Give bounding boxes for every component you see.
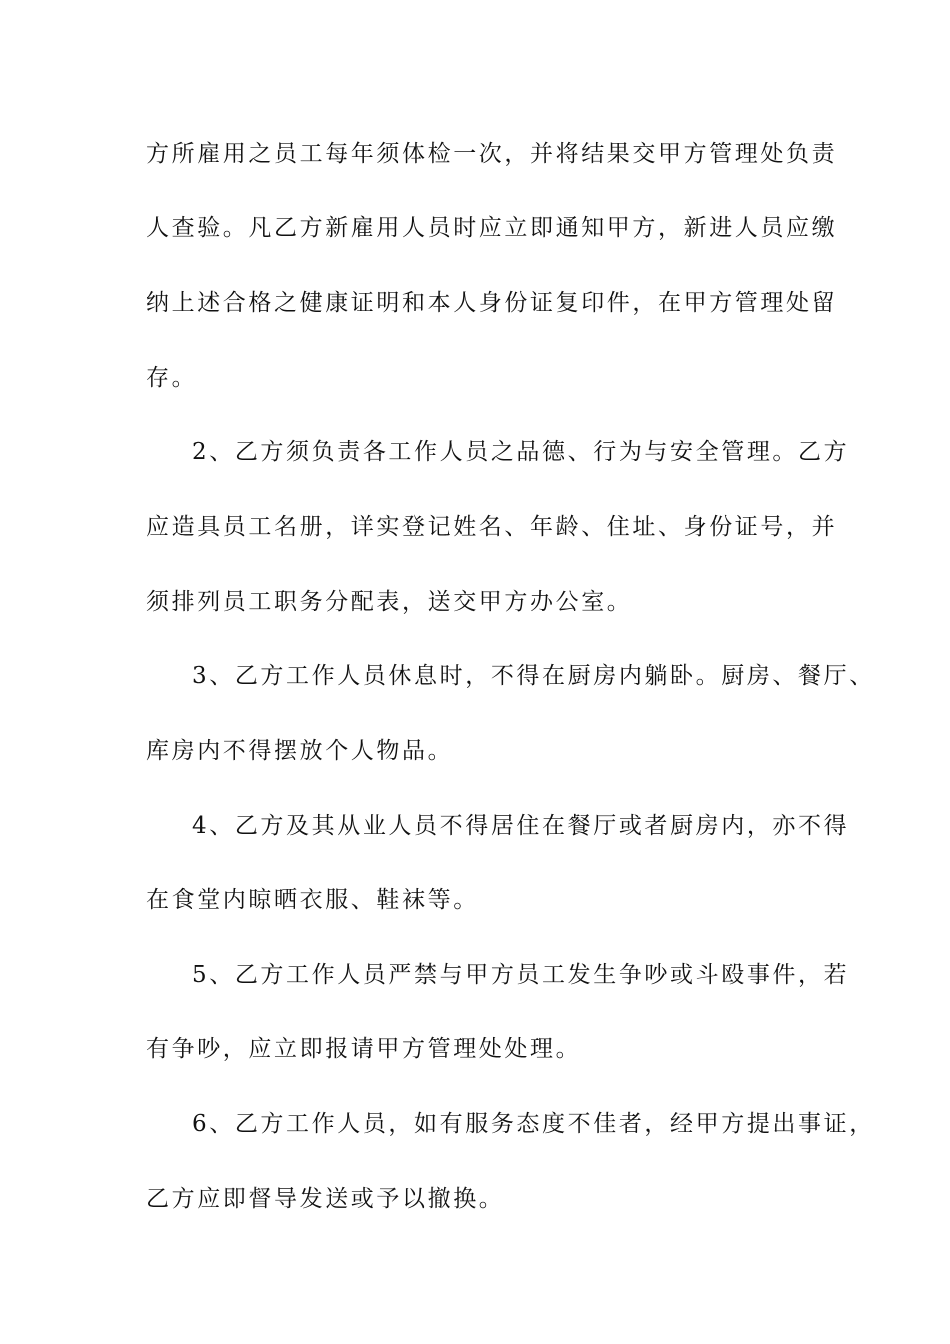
- paragraph-5-start: 5、乙方工作人员严禁与甲方员工发生争吵或斗殴事件，若: [192, 962, 850, 988]
- text-line: 方所雇用之员工每年须体检一次，并将结果交甲方管理处负责: [146, 141, 838, 167]
- text-line: 应造具员工名册，详实登记姓名、年龄、住址、身份证号，并: [146, 514, 838, 540]
- text-line: 纳上述合格之健康证明和本人身份证复印件，在甲方管理处留: [146, 290, 838, 316]
- text-line: 须排列员工职务分配表，送交甲方办公室。: [146, 589, 633, 615]
- text-line: 存。: [146, 365, 198, 391]
- paragraph-6-start: 6、乙方工作人员，如有服务态度不佳者，经甲方提出事证，: [192, 1111, 875, 1137]
- paragraph-4-start: 4、乙方及其从业人员不得居住在餐厅或者厨房内，亦不得: [192, 813, 850, 839]
- text-line: 人查验。凡乙方新雇用人员时应立即通知甲方，新进人员应缴: [146, 215, 838, 241]
- text-line: 在食堂内晾晒衣服、鞋袜等。: [146, 887, 479, 913]
- text-line: 有争吵，应立即报请甲方管理处处理。: [146, 1036, 582, 1062]
- text-line: 库房内不得摆放个人物品。: [146, 738, 454, 764]
- paragraph-2-start: 2、乙方须负责各工作人员之品德、行为与安全管理。乙方: [192, 439, 850, 465]
- text-line: 乙方应即督导发送或予以撤换。: [146, 1186, 505, 1212]
- paragraph-3-start: 3、乙方工作人员休息时，不得在厨房内躺卧。厨房、餐厅、: [192, 663, 875, 689]
